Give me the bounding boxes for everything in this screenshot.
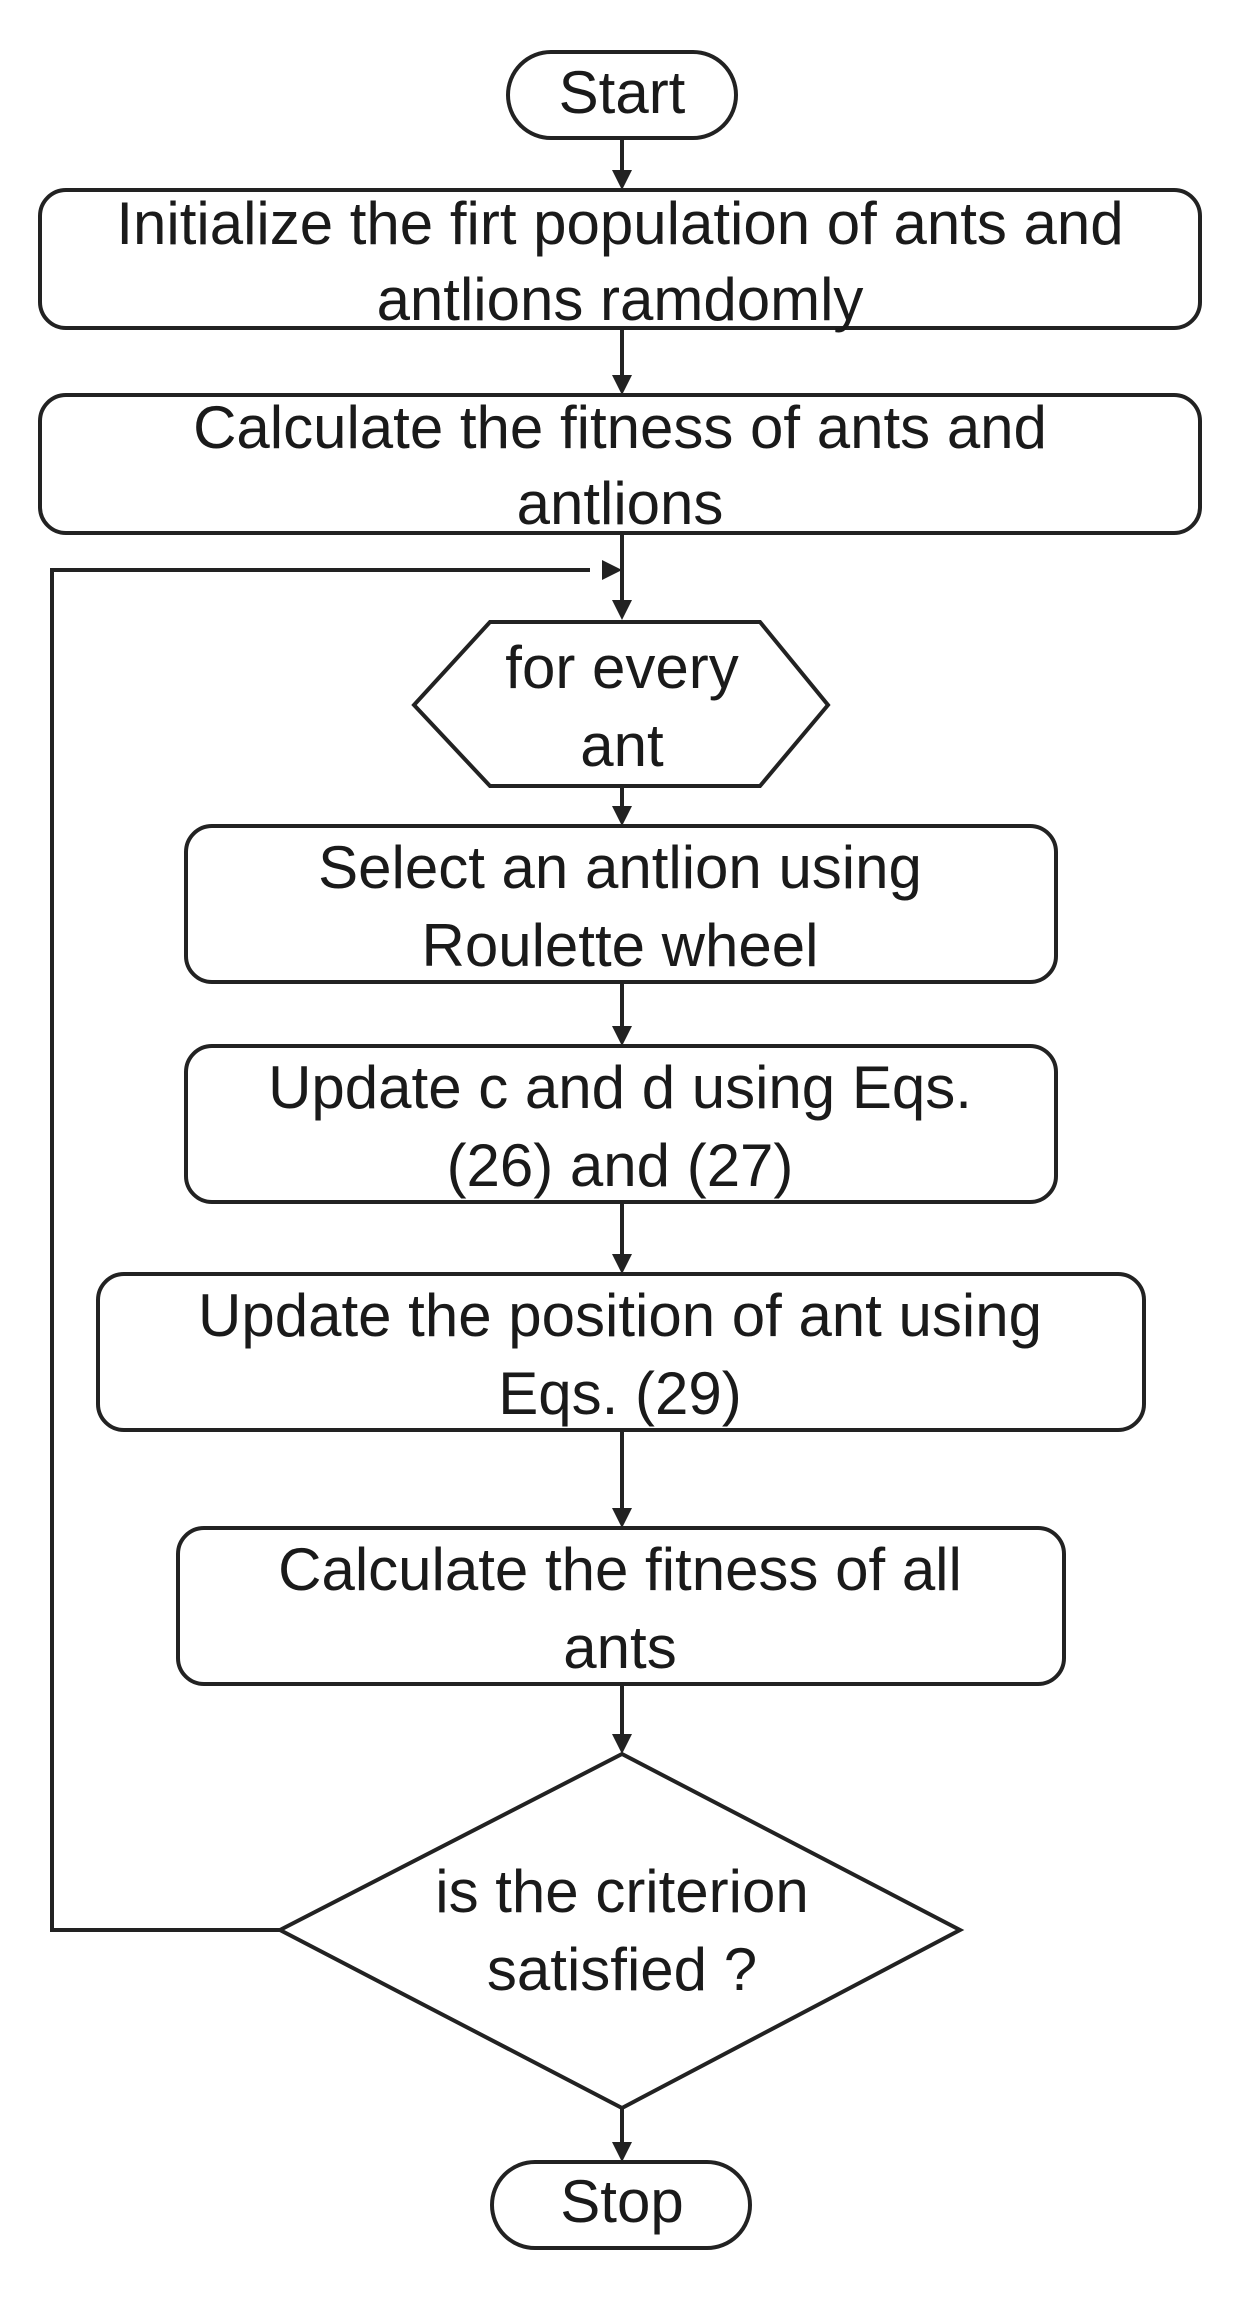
edge-calc-fitness-to-for-every-ant bbox=[612, 533, 632, 620]
update-position-label-line2: Eqs. (29) bbox=[498, 1359, 742, 1427]
calc-fitness-all-node bbox=[178, 1528, 1064, 1684]
edge-criterion-to-stop bbox=[612, 2108, 632, 2162]
edge-for-every-ant-to-select-antlion bbox=[612, 786, 632, 826]
start-label: Start bbox=[558, 58, 686, 126]
calc-fitness-label-line1: Calculate the fitness of ants and bbox=[193, 393, 1047, 461]
edge-calc-fitness-all-to-criterion bbox=[612, 1684, 632, 1754]
update-cd-label-line2: (26) and (27) bbox=[446, 1131, 794, 1199]
edge-select-antlion-to-update-cd bbox=[612, 982, 632, 1046]
stop-node bbox=[492, 2162, 750, 2248]
select-antlion-label-line2: Roulette wheel bbox=[421, 911, 819, 979]
update-position-label-line1: Update the position of ant using bbox=[198, 1281, 1042, 1349]
arrowhead bbox=[612, 600, 632, 620]
initialize-node bbox=[40, 190, 1200, 333]
initialize-label-line2: antlions ramdomly bbox=[376, 265, 864, 333]
arrowhead bbox=[612, 375, 632, 395]
edge-start-to-initialize bbox=[612, 138, 632, 190]
for-every-ant-label-line1: for every bbox=[505, 633, 739, 701]
update-cd-node bbox=[186, 1046, 1056, 1202]
calc-fitness-all-label-line1: Calculate the fitness of all bbox=[278, 1535, 962, 1603]
select-antlion-label-line1: Select an antlion using bbox=[318, 833, 922, 901]
stop-label: Stop bbox=[560, 2167, 684, 2235]
update-cd-label-line1: Update c and d using Eqs. bbox=[268, 1053, 972, 1121]
edge-update-position-to-calc-fitness-all bbox=[612, 1430, 632, 1528]
criterion-label-line1: is the criterion bbox=[435, 1857, 809, 1925]
calc-fitness-node bbox=[40, 394, 1200, 537]
criterion-node bbox=[280, 1754, 960, 2108]
arrowhead bbox=[612, 806, 632, 826]
criterion-label-line2: satisfied ? bbox=[486, 1935, 758, 2003]
for-every-ant-node bbox=[414, 622, 828, 786]
calc-fitness-label-line2: antlions bbox=[516, 469, 724, 537]
arrowhead bbox=[612, 2142, 632, 2162]
for-every-ant-label-line2: ant bbox=[580, 711, 664, 779]
criterion-decision-diamond bbox=[280, 1754, 960, 2108]
calc-fitness-all-label-line2: ants bbox=[563, 1613, 677, 1681]
initialize-label-line1: Initialize the firt population of ants and bbox=[116, 189, 1124, 257]
start-node bbox=[508, 52, 736, 138]
update-position-node bbox=[98, 1274, 1144, 1430]
arrowhead bbox=[612, 1734, 632, 1754]
arrowhead bbox=[612, 170, 632, 190]
edge-update-cd-to-update-position bbox=[612, 1202, 632, 1274]
edge-initialize-to-calc-fitness bbox=[612, 328, 632, 395]
arrowhead bbox=[602, 560, 622, 580]
select-antlion-node bbox=[186, 826, 1056, 982]
arrowhead bbox=[612, 1508, 632, 1528]
arrowhead bbox=[612, 1026, 632, 1046]
arrowhead bbox=[612, 1254, 632, 1274]
